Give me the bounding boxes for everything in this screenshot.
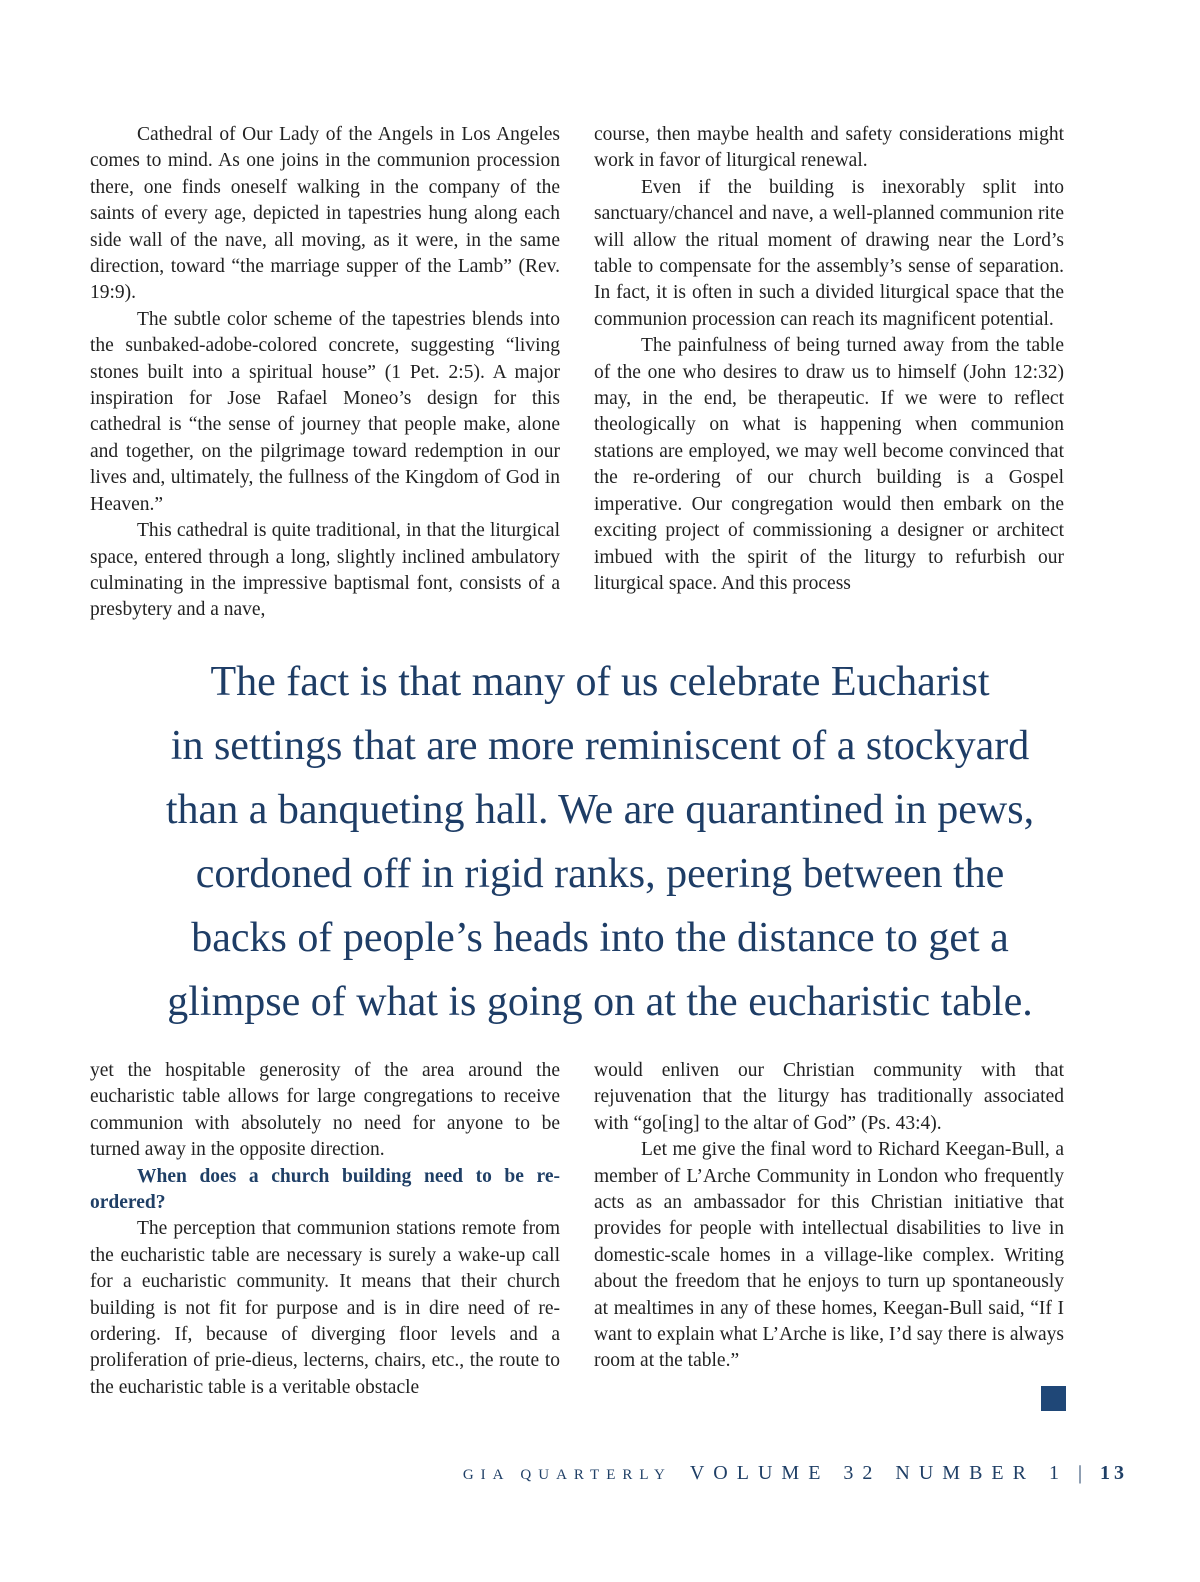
body-paragraph: course, then maybe health and safety considerations might work in favor of liturgical renewal.	[594, 124, 1064, 172]
body-paragraph: Let me give the final word to Richard Keegan-Bull, a member of L’Arche Community in London who frequently acts as an ambassador for this Christian initiative that provides for people with intellectual disabilities to live in domestic-scale homes in a village-like complex. Writing about the freedom that he enjoys to turn up spontaneously at mealtimes in any of these homes, Keegan-Bull said, “If I want to explain what L’Arche is like, I’d say there is always room at the table.”	[594, 1139, 1064, 1372]
body-paragraph: Cathedral of Our Lady of the Angels in Los Angeles comes to mind. As one joins in the communion procession there, one finds oneself walking in the company of the saints of every age, depicted in tapestries hung along each side wall of the nave, all moving, as it were, in the same direction, toward “the marriage supper of the Lamb” (Rev. 19:9).	[90, 124, 560, 304]
pull-quote-line: glimpse of what is going on at the eucharistic table.	[167, 979, 1033, 1025]
body-paragraph: would enliven our Christian community with that rejuvenation that the liturgy has traditionally associated with “go[ing] to the altar of God” (Ps. 43:4).	[594, 1060, 1064, 1134]
pull-quote-line: The fact is that many of us celebrate Eucharist	[210, 659, 990, 705]
pull-quote-line: backs of people’s heads into the distance to get a	[191, 915, 1009, 961]
body-paragraph: The subtle color scheme of the tapestries blends into the sunbaked-adobe-colored concrete, suggesting “living stones built into a spiritual house” (1 Pet. 2:5). A major inspiration for Jose Rafael Moneo’s design for this cathedral is “the sense of journey that people make, alone and together, on the pilgrimage toward redemption in our lives and, ultimately, the fullness of the Kingdom of God in Heaven.”	[90, 308, 560, 515]
page-footer	[463, 1462, 1128, 1485]
body-paragraph: The painfulness of being turned away from the table of the one who desires to draw us to himself (John 12:32) may, in the end, be therapeutic. If we were to reflect theologically on what is happening when communion stations are employed, we may well become convinced that the re-ordering of our church building is a Gospel imperative. Our congregation would then embark on the exciting project of commissioning a designer or architect imbued with the spirit of the liturgy to refurbish our liturgical space. And this process	[594, 335, 1064, 594]
publication-name: GIA QUARTERLY	[462, 1467, 672, 1483]
body-paragraph: The perception that communion stations remote from the eucharistic table are necessary is surely a wake-up call for a eucharistic community. It means that their church building is not fit for purpose and is in dire need of re-ordering. If, because of diverging floor levels and a proliferation of prie-dieus, lecterns, chairs, etc., the route to the eucharistic table is a veritable obstacle	[90, 1218, 560, 1398]
top-right-column	[594, 122, 1064, 597]
volume-number: VOLUME 32 NUMBER 1	[689, 1462, 1068, 1484]
body-paragraph: yet the hospitable generosity of the area around the eucharistic table allows for large congregations to receive communion with absolutely no need for anyone to be turned away in the opposite direction.	[90, 1060, 560, 1161]
pull-quote-line: cordoned off in rigid ranks, peering between the	[195, 851, 1005, 897]
footer-separator: |	[1077, 1462, 1082, 1484]
section-heading: When does a church building need to be re-ordered?	[90, 1165, 560, 1214]
body-paragraph: This cathedral is quite traditional, in that the liturgical space, entered through a long, slightly inclined ambulatory culminating in the impressive baptismal font, consists of a presbytery and a nave,	[90, 520, 560, 621]
bottom-left-column	[90, 1058, 560, 1401]
pull-quote	[60, 650, 1140, 1034]
pull-quote-line: than a banqueting hall. We are quarantined in pews,	[165, 787, 1035, 833]
top-left-column	[90, 122, 560, 624]
pull-quote-line: in settings that are more reminiscent of a stockyard	[170, 723, 1030, 769]
body-paragraph: Even if the building is inexorably split into sanctuary/chancel and nave, a well-planned communion rite will allow the ritual moment of drawing near the Lord’s table to compensate for the assembly’s sense of separation. In fact, it is often in such a divided liturgical space that the communion procession can reach its magnificent potential.	[594, 176, 1064, 330]
bottom-right-column	[594, 1058, 1064, 1375]
page-number: 13	[1100, 1462, 1128, 1484]
end-of-article-mark	[1041, 1386, 1066, 1411]
